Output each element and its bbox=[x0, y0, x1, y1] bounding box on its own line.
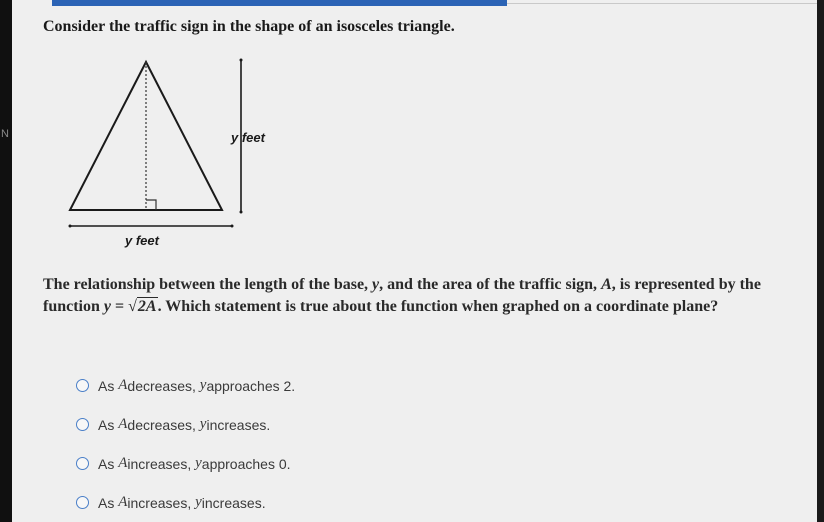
progress-accent-bar bbox=[52, 0, 507, 6]
option-prefix: As bbox=[98, 377, 115, 394]
option-middle: increases, bbox=[127, 455, 192, 472]
radio-button-icon[interactable] bbox=[76, 496, 89, 509]
question-part-2: , and the area of the traffic sign, bbox=[379, 276, 602, 293]
option-suffix: increases. bbox=[206, 416, 271, 433]
height-measure-end-bottom bbox=[240, 211, 243, 214]
question-part-4: . Which statement is true about the function when graphed on a coordinate plane? bbox=[157, 298, 719, 315]
radio-button-icon[interactable] bbox=[76, 418, 89, 431]
left-edge bbox=[0, 0, 12, 522]
triangle-figure bbox=[52, 50, 292, 245]
option-var-a: A bbox=[118, 455, 128, 471]
base-label: y feet bbox=[125, 233, 159, 248]
option-var-y: y bbox=[195, 455, 202, 471]
option-suffix: approaches 2. bbox=[206, 377, 296, 394]
variable-a: A bbox=[601, 276, 612, 293]
option-suffix: increases. bbox=[201, 494, 266, 511]
sqrt-sign: √ bbox=[128, 298, 137, 315]
edge-glyph: N bbox=[1, 128, 9, 140]
option-suffix: approaches 0. bbox=[201, 455, 291, 472]
question-part-1: The relationship between the length of the base, bbox=[43, 276, 373, 293]
answer-options bbox=[76, 366, 295, 522]
base-measure-end-right bbox=[231, 225, 234, 228]
right-angle-mark bbox=[146, 200, 156, 210]
variable-y: y bbox=[372, 276, 380, 293]
answer-option-4[interactable] bbox=[76, 483, 295, 522]
option-var-y: y bbox=[199, 377, 207, 393]
option-var-y: y bbox=[199, 416, 207, 432]
answer-option-3[interactable] bbox=[76, 444, 295, 483]
question-text bbox=[43, 274, 788, 318]
square-root bbox=[128, 296, 157, 318]
prompt-heading: Consider the traffic sign in the shape of an isosceles triangle. bbox=[43, 18, 455, 35]
option-middle: increases, bbox=[127, 494, 192, 511]
function-lhs: y bbox=[103, 298, 112, 315]
option-var-a: A bbox=[118, 377, 128, 393]
sqrt-radicand: 2A bbox=[137, 298, 157, 315]
top-divider bbox=[507, 3, 817, 4]
base-measure-end-left bbox=[69, 225, 72, 228]
question-card bbox=[12, 0, 817, 522]
option-var-a: A bbox=[118, 494, 128, 510]
option-prefix: As bbox=[98, 416, 115, 433]
option-prefix: As bbox=[98, 494, 115, 511]
function-equals: = bbox=[111, 298, 129, 315]
option-prefix: As bbox=[98, 455, 115, 472]
height-measure-end-top bbox=[240, 59, 243, 62]
option-middle: decreases, bbox=[127, 416, 196, 433]
height-label: y feet bbox=[231, 130, 265, 145]
triangle-diagram bbox=[52, 50, 292, 240]
question-part-3: , is represented by the function bbox=[43, 276, 761, 315]
radio-button-icon[interactable] bbox=[76, 379, 89, 392]
radio-button-icon[interactable] bbox=[76, 457, 89, 470]
answer-option-1[interactable] bbox=[76, 366, 295, 405]
option-var-y: y bbox=[195, 494, 202, 510]
option-middle: decreases, bbox=[127, 377, 196, 394]
option-var-a: A bbox=[118, 416, 128, 432]
answer-option-2[interactable] bbox=[76, 405, 295, 444]
